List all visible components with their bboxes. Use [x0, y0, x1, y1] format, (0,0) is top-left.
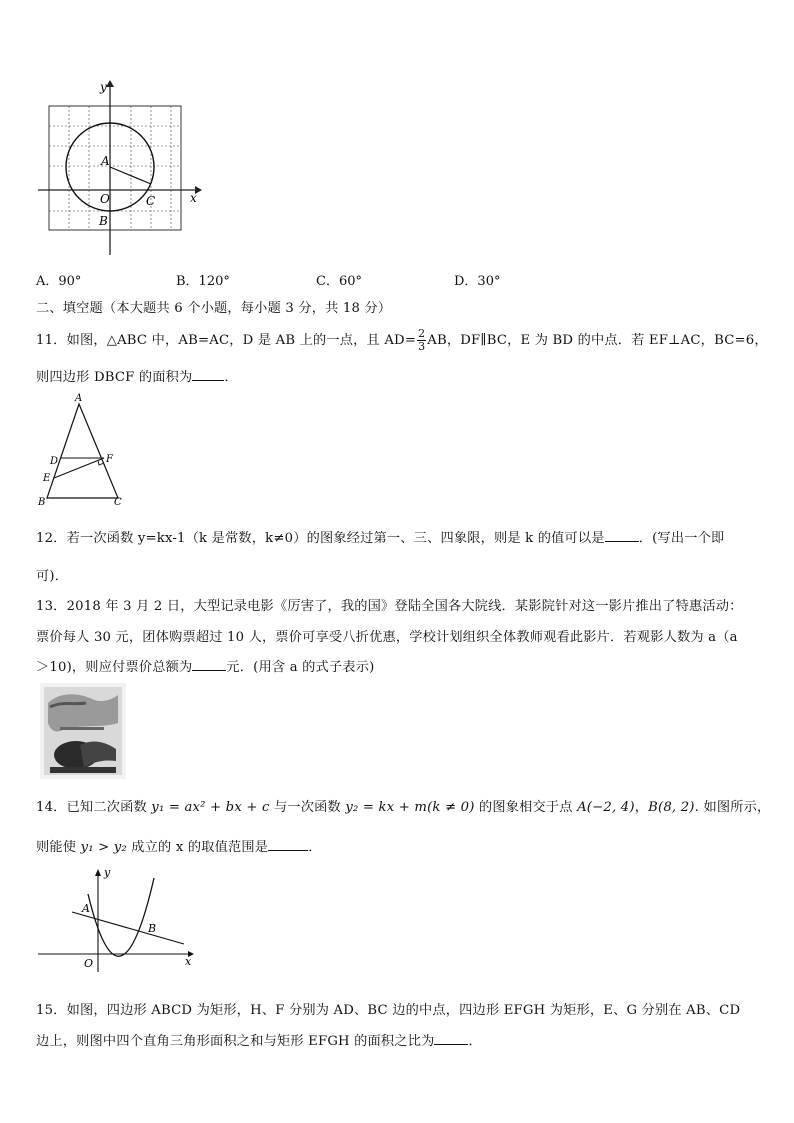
q11-line2: 则四边形 DBCF 的面积为 ． — [36, 370, 238, 385]
answer-blank[interactable] — [192, 658, 226, 671]
svg-text:x: x — [185, 955, 192, 968]
fraction: $\frac{2}{3}$ — [418, 327, 426, 353]
answer-blank[interactable] — [605, 529, 639, 542]
movie-poster-image — [40, 683, 126, 779]
option-c[interactable]: C．60° — [316, 274, 362, 289]
q13-line2: 票价每人 30 元，团体购票超过 10 人，票价可享受八折优惠，学校计划组织全体教师观看此影片．若观影人数为 a（a — [36, 630, 738, 645]
circle-grid-figure — [30, 75, 210, 260]
q11-line1: 11．如图，△ABC 中，AB=AC，D 是 AB 上的一点，且 AD= $\frac{2}{3}$ AB，DF∥BC，E 为 BD 的中点．若 EF⊥AC，BC=6， — [36, 327, 768, 353]
svg-text:B: B — [38, 497, 46, 508]
option-a[interactable]: A．90° — [36, 274, 82, 289]
q12-line1: 12．若一次函数 y=kx-1（k 是常数，k≠0）的图象经过第一、三、四象限，则是 k 的值可以是 ．(写出一个即 — [36, 531, 725, 546]
svg-text:C: C — [114, 497, 122, 508]
q13-line1: 13．2018 年 3 月 2 日，大型记录电影《厉害了，我的国》登陆全国各大院线．某影院针对这一影片推出了特惠活动： — [36, 599, 743, 614]
label-y: y — [100, 80, 107, 94]
label-a: A — [101, 154, 110, 168]
q13-line3: ＞10)，则应付票价总额为 元．(用含 a 的式子表示) — [36, 660, 375, 675]
parabola-figure — [34, 866, 200, 976]
svg-text:B: B — [148, 922, 157, 935]
label-o: O — [100, 192, 110, 206]
q12-line2: 可)． — [36, 569, 69, 584]
answer-blank[interactable] — [434, 1032, 468, 1045]
q14-line2: 则能使 y₁ > y₂ 成立的 x 的取值范围是 ． — [36, 840, 322, 855]
q14-line1: 14．已知二次函数 y₁ = ax² + bx + c 与一次函数 y₂ = kx + m(k ≠ 0) 的图象相交于点 A(−2, 4)，B(8, 2). 如图所示， — [36, 800, 771, 815]
q15-line1: 15．如图，四边形 ABCD 为矩形，H、F 分别为 AD、BC 边的中点，四边形 EFGH 为矩形，E、G 分别在 AB、CD — [36, 1003, 741, 1018]
label-b: B — [99, 214, 108, 228]
svg-text:y: y — [104, 866, 111, 879]
svg-text:E: E — [43, 473, 51, 484]
triangle-figure — [34, 392, 134, 510]
svg-text:D: D — [50, 456, 59, 467]
option-b[interactable]: B．120° — [176, 274, 230, 289]
svg-text:A: A — [82, 902, 90, 915]
section-heading: 二、填空题（本大题共 6 个小题，每小题 3 分，共 18 分） — [36, 301, 392, 316]
svg-text:O: O — [84, 957, 94, 970]
q15-line2: 边上，则图中四个直角三角形面积之和与矩形 EFGH 的面积之比为 ． — [36, 1034, 482, 1049]
answer-blank[interactable] — [192, 368, 224, 381]
svg-text:A: A — [75, 393, 83, 404]
label-c: C — [146, 194, 156, 208]
label-x: x — [190, 191, 197, 205]
answer-blank[interactable] — [268, 838, 308, 851]
option-d[interactable]: D．30° — [454, 274, 501, 289]
svg-text:F: F — [106, 454, 113, 465]
